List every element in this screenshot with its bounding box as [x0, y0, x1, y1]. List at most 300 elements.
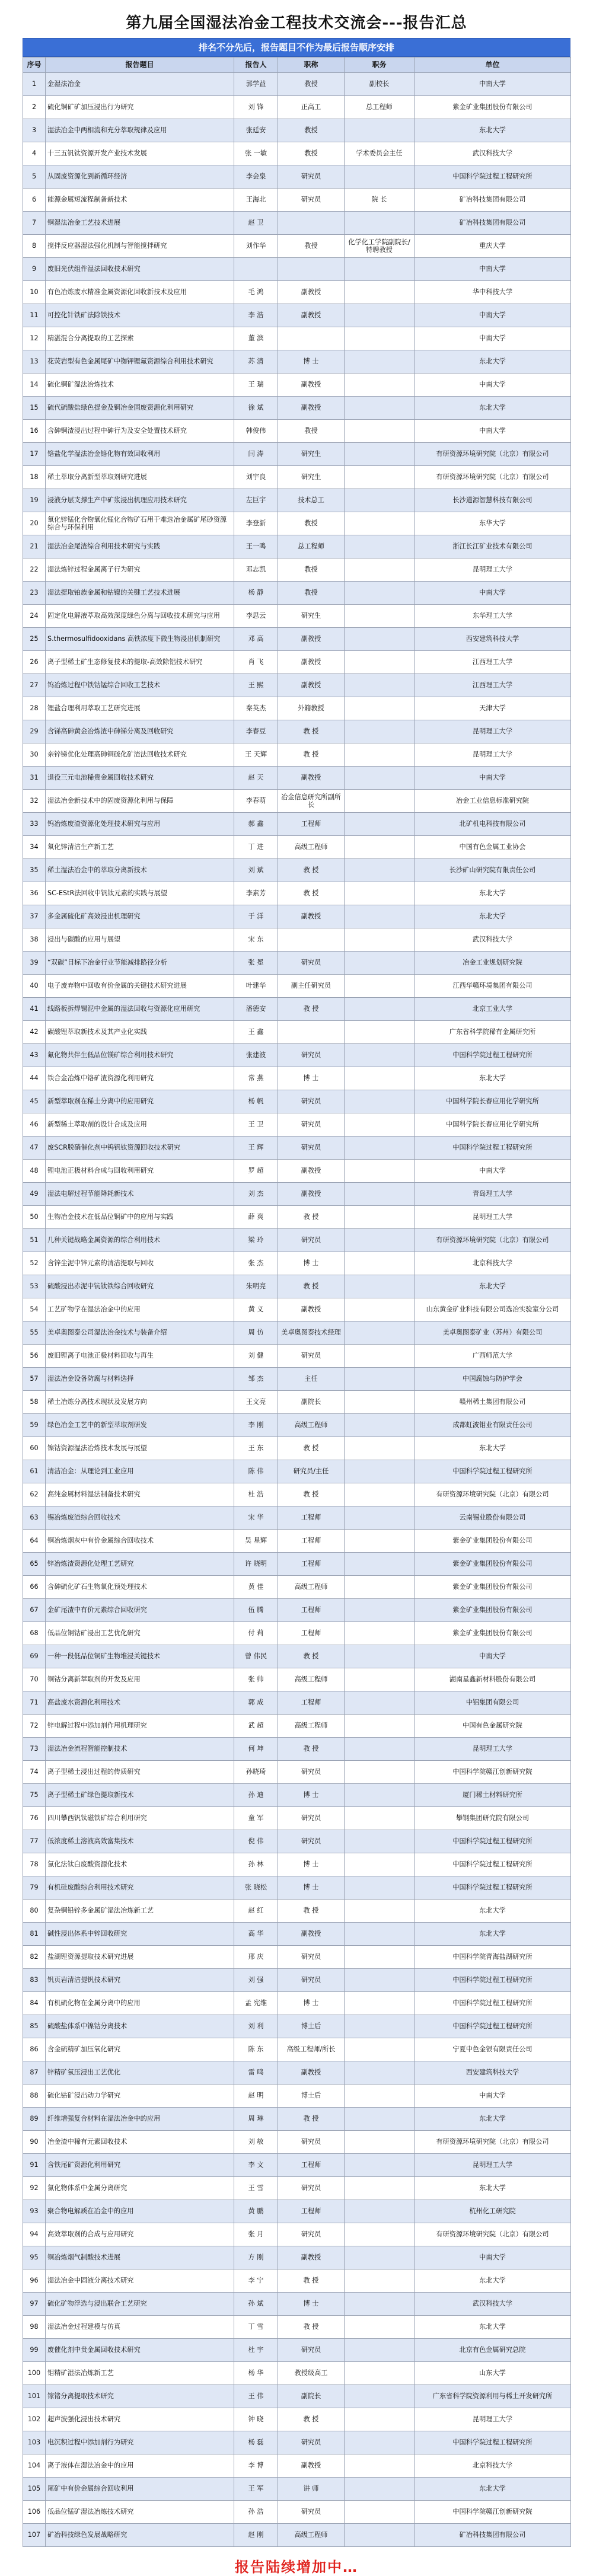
- row-number: 54: [23, 1298, 46, 1321]
- row-number: 75: [23, 1784, 46, 1807]
- report-title: 硫化铜矿湿法冶炼技术: [46, 374, 234, 397]
- organization: 武汉科技大学: [415, 142, 571, 165]
- report-title: S.thermosulfidooxidans 高铁浓度下微生物浸出机制研究: [46, 628, 234, 651]
- row-number: 38: [23, 928, 46, 952]
- table-row: [23, 443, 571, 466]
- row-number: 6: [23, 189, 46, 212]
- table-row: [23, 905, 571, 928]
- row-number: 22: [23, 558, 46, 582]
- speaker-title: 研究员: [278, 1044, 345, 1067]
- report-title: 湿法电解过程节能降耗新技术: [46, 1183, 234, 1206]
- column-header: 职务: [345, 58, 415, 73]
- report-title: 稀土冶炼分离技术现状及发展方向: [46, 1391, 234, 1414]
- row-number: 74: [23, 1761, 46, 1784]
- row-number: 94: [23, 2223, 46, 2246]
- speaker-position: [345, 1275, 415, 1298]
- speaker-position: [345, 535, 415, 558]
- row-number: 40: [23, 975, 46, 998]
- speaker-name: 吴 星辉: [234, 1530, 278, 1553]
- speaker-position: [345, 2015, 415, 2038]
- speaker-position: [345, 1761, 415, 1784]
- report-title: 镓锗分离提取技术研究: [46, 2385, 234, 2408]
- speaker-title: 教授: [278, 73, 345, 96]
- speaker-position: [345, 1368, 415, 1391]
- organization: 矿冶科技集团有限公司: [415, 189, 571, 212]
- table-row: [23, 1992, 571, 2015]
- row-number: 17: [23, 443, 46, 466]
- row-number: 18: [23, 466, 46, 489]
- speaker-name: 苏 清: [234, 350, 278, 374]
- speaker-position: [345, 1530, 415, 1553]
- report-title: 碳酸锂萃取新技术及其产业化实践: [46, 1021, 234, 1044]
- row-number: 92: [23, 2177, 46, 2200]
- speaker-name: 李春豆: [234, 720, 278, 743]
- speaker-position: [345, 1391, 415, 1414]
- row-number: 46: [23, 1113, 46, 1137]
- organization: 东北大学: [415, 350, 571, 374]
- report-title: 浸液分层支撑生产中矿浆浸出机理应用技术研究: [46, 489, 234, 512]
- speaker-name: 秦英杰: [234, 697, 278, 720]
- organization: 矿冶科技集团有限公司: [415, 212, 571, 235]
- speaker-name: 周 琳: [234, 2108, 278, 2131]
- organization: 中国科学院过程工程研究所: [415, 1137, 571, 1160]
- speaker-title: 研究员: [278, 1946, 345, 1969]
- table-row: [23, 1345, 571, 1368]
- speaker-name: 赵 卫: [234, 212, 278, 235]
- speaker-name: 叶建华: [234, 975, 278, 998]
- speaker-name: 王 卫: [234, 1113, 278, 1137]
- organization: 北京有色金属研究总院: [415, 2339, 571, 2362]
- speaker-title: 研究员: [278, 1137, 345, 1160]
- speaker-name: 徐 斌: [234, 397, 278, 420]
- speaker-title: 高级工程师: [278, 1576, 345, 1599]
- speaker-position: [345, 558, 415, 582]
- speaker-name: 何 坤: [234, 1738, 278, 1761]
- speaker-position: [345, 1807, 415, 1830]
- speaker-title: 研究员: [278, 165, 345, 189]
- table-row: [23, 2038, 571, 2061]
- table-row: [23, 304, 571, 327]
- report-title: 硫化矿物浮选与浸出联合工艺研究: [46, 2293, 234, 2316]
- report-title: “双碳”目标下冶金行业节能减排路径分析: [46, 952, 234, 975]
- organization: 东北大学: [415, 2269, 571, 2293]
- speaker-position: [345, 928, 415, 952]
- organization: 长沙道源智慧科技有限公司: [415, 489, 571, 512]
- organization: 有研资源环境研究院（北京）有限公司: [415, 1229, 571, 1252]
- row-number: 61: [23, 1460, 46, 1483]
- table-row: [23, 1321, 571, 1345]
- speaker-title: [278, 327, 345, 350]
- row-number: 89: [23, 2108, 46, 2131]
- speaker-name: 高 华: [234, 1923, 278, 1946]
- report-title: 线路板拆焊锡泥中金属的湿法回收与资源化应用研究: [46, 998, 234, 1021]
- speaker-name: 左巨宇: [234, 489, 278, 512]
- table-row: [23, 512, 571, 535]
- speaker-name: 王文亮: [234, 1391, 278, 1414]
- row-number: 88: [23, 2085, 46, 2108]
- organization: 武汉科技大学: [415, 2293, 571, 2316]
- speaker-position: [345, 1206, 415, 1229]
- speaker-title: 总工程师: [278, 535, 345, 558]
- speaker-title: 研究生: [278, 466, 345, 489]
- speaker-position: [345, 882, 415, 905]
- table-row: [23, 2408, 571, 2431]
- speaker-position: [345, 1506, 415, 1530]
- row-number: 82: [23, 1946, 46, 1969]
- row-number: 102: [23, 2408, 46, 2431]
- table-header-row: [23, 58, 571, 73]
- speaker-name: 李 文: [234, 2154, 278, 2177]
- report-title: 碱性浸出体系中锌回收研究: [46, 1923, 234, 1946]
- speaker-position: [345, 1553, 415, 1576]
- table-row: [23, 2478, 571, 2501]
- report-title: 氯化法钛白废酸资源化技术: [46, 1853, 234, 1876]
- speaker-position: [345, 1414, 415, 1437]
- report-title: 浸出与碳酸的应用与展望: [46, 928, 234, 952]
- organization: 东华大学: [415, 512, 571, 535]
- report-title: 有机硫化物在金属分离中的应用: [46, 1992, 234, 2015]
- row-number: 52: [23, 1252, 46, 1275]
- organization: 中国科学院过程工程研究所: [415, 1876, 571, 1900]
- speaker-name: 武 超: [234, 1715, 278, 1738]
- speaker-position: [345, 1137, 415, 1160]
- speaker-position: [345, 2293, 415, 2316]
- speaker-position: [345, 304, 415, 327]
- speaker-position: [345, 2038, 415, 2061]
- speaker-title: 研究员: [278, 2131, 345, 2154]
- report-title: 稀土湿法冶金中的萃取分离新技术: [46, 859, 234, 882]
- row-number: 33: [23, 813, 46, 836]
- speaker-title: 教授: [278, 512, 345, 535]
- organization: 中南大学: [415, 73, 571, 96]
- organization: 有研资源环境研究院（北京）有限公司: [415, 2131, 571, 2154]
- row-number: 26: [23, 651, 46, 674]
- speaker-position: [345, 1483, 415, 1506]
- speaker-position: [345, 1599, 415, 1622]
- speaker-position: [345, 1345, 415, 1368]
- report-title: 清洁冶金：从理论到工业应用: [46, 1460, 234, 1483]
- speaker-position: [345, 1645, 415, 1668]
- organization: 湖南星鑫新材料股份有限公司: [415, 1668, 571, 1691]
- row-number: 60: [23, 1437, 46, 1460]
- table-row: [23, 674, 571, 697]
- speaker-title: 教授: [278, 558, 345, 582]
- organization: 杭州化工研究院: [415, 2200, 571, 2223]
- row-number: 105: [23, 2478, 46, 2501]
- speaker-position: [345, 651, 415, 674]
- speaker-name: 李会泉: [234, 165, 278, 189]
- report-title: 含铁尾矿资源化利用研究: [46, 2154, 234, 2177]
- speaker-title: 讲 师: [278, 2478, 345, 2501]
- speaker-title: 研究员: [278, 1969, 345, 1992]
- speaker-title: 教 授: [278, 1738, 345, 1761]
- speaker-position: [345, 1946, 415, 1969]
- speaker-position: [345, 1738, 415, 1761]
- speaker-position: [345, 674, 415, 697]
- speaker-name: 孙 浩: [234, 2501, 278, 2524]
- speaker-title: 工程师: [278, 2200, 345, 2223]
- speaker-position: [345, 258, 415, 281]
- organization: 东北大学: [415, 2177, 571, 2200]
- organization: 紫金矿业集团股份有限公司: [415, 1530, 571, 1553]
- table-row: [23, 2015, 571, 2038]
- speaker-title: 副教授: [278, 651, 345, 674]
- report-title: 钒页岩清洁提钒技术研究: [46, 1969, 234, 1992]
- organization: 中国科学院过程工程研究所: [415, 2015, 571, 2038]
- speaker-name: 王 东: [234, 1437, 278, 1460]
- speaker-title: 博 士: [278, 1784, 345, 1807]
- row-number: 36: [23, 882, 46, 905]
- table-row: [23, 2177, 571, 2200]
- report-title: 锌电解过程中添加剂作用机理研究: [46, 1715, 234, 1738]
- speaker-position: [345, 1715, 415, 1738]
- organization: 西安建筑科技大学: [415, 2061, 571, 2085]
- table-row: [23, 142, 571, 165]
- table-row: [23, 466, 571, 489]
- speaker-position: [345, 1252, 415, 1275]
- row-number: 80: [23, 1900, 46, 1923]
- speaker-title: 技术总工: [278, 489, 345, 512]
- column-header: 序号: [23, 58, 46, 73]
- organization: 重庆大学: [415, 235, 571, 258]
- row-number: 65: [23, 1553, 46, 1576]
- row-number: 42: [23, 1021, 46, 1044]
- report-title: 镍钴资源湿法冶炼技术发展与展望: [46, 1437, 234, 1460]
- speaker-position: [345, 1992, 415, 2015]
- speaker-position: [345, 2269, 415, 2293]
- report-title: 超声波强化浸出技术研究: [46, 2408, 234, 2431]
- speaker-name: 董 滨: [234, 327, 278, 350]
- table-row: [23, 1691, 571, 1715]
- speaker-name: 刘 斌: [234, 859, 278, 882]
- report-title: 花荧岩型有色金属尾矿中铷钾锂氟资源综合利用技术研究: [46, 350, 234, 374]
- report-title: 工艺矿物学在湿法冶金中的应用: [46, 1298, 234, 1321]
- report-title: 氟化物共伴生低品位镁矿综合利用技术研究: [46, 1044, 234, 1067]
- speaker-title: 研究员: [278, 1761, 345, 1784]
- organization: 北京工业大学: [415, 998, 571, 1021]
- speaker-position: [345, 767, 415, 790]
- table-row: [23, 1923, 571, 1946]
- table-row: [23, 73, 571, 96]
- column-header: 职称: [278, 58, 345, 73]
- table-row: [23, 813, 571, 836]
- organization: 中南大学: [415, 767, 571, 790]
- speaker-position: [345, 466, 415, 489]
- speaker-name: 王 雪: [234, 2177, 278, 2200]
- speaker-title: 高级工程师: [278, 2524, 345, 2547]
- speaker-name: 王 熙: [234, 674, 278, 697]
- speaker-title: 教 授: [278, 882, 345, 905]
- speaker-position: [345, 397, 415, 420]
- speaker-name: 赵 天: [234, 767, 278, 790]
- organization: 东华理工大学: [415, 605, 571, 628]
- organization: 东北大学: [415, 2316, 571, 2339]
- speaker-position: [345, 1021, 415, 1044]
- row-number: 90: [23, 2131, 46, 2154]
- organization: 昆明理工大学: [415, 1738, 571, 1761]
- report-title: 硫化钴矿浸出动力学研究: [46, 2085, 234, 2108]
- report-title: 含砷硫化矿石生物氧化预处理技术: [46, 1576, 234, 1599]
- organization: 中南大学: [415, 420, 571, 443]
- row-number: 47: [23, 1137, 46, 1160]
- row-number: 70: [23, 1668, 46, 1691]
- table-row: [23, 1599, 571, 1622]
- speaker-name: 杨 帆: [234, 1090, 278, 1113]
- speaker-name: 黄 鹏: [234, 2200, 278, 2223]
- table-row: [23, 651, 571, 674]
- speaker-title: [278, 258, 345, 281]
- organization: 山东大学: [415, 2362, 571, 2385]
- speaker-name: 李 宁: [234, 2269, 278, 2293]
- row-number: 78: [23, 1853, 46, 1876]
- speaker-title: 研究员: [278, 189, 345, 212]
- speaker-name: 张 冕: [234, 952, 278, 975]
- table-row: [23, 1761, 571, 1784]
- organization: 北京科技大学: [415, 1252, 571, 1275]
- report-title: 离子型稀土矿绿色提取新技术: [46, 1784, 234, 1807]
- table-row: [23, 1090, 571, 1113]
- report-title: 亲锌锑优化处理高砷铜硫化矿渣法回收技术研究: [46, 743, 234, 767]
- table-row: [23, 489, 571, 512]
- row-number: 1: [23, 73, 46, 96]
- organization: 中国腐蚀与防护学会: [415, 1368, 571, 1391]
- speaker-title: 教 授: [278, 743, 345, 767]
- organization: 中国科学院过程工程研究所: [415, 2431, 571, 2454]
- speaker-name: 郭 成: [234, 1691, 278, 1715]
- speaker-title: 研究员: [278, 1830, 345, 1853]
- table-row: [23, 1576, 571, 1599]
- table-row: [23, 2269, 571, 2293]
- row-number: 44: [23, 1067, 46, 1090]
- speaker-position: [345, 975, 415, 998]
- speaker-title: 教 授: [278, 720, 345, 743]
- row-number: 56: [23, 1345, 46, 1368]
- organization: 紫金矿业集团股份有限公司: [415, 1576, 571, 1599]
- row-number: 107: [23, 2524, 46, 2547]
- table-row: [23, 420, 571, 443]
- row-number: 104: [23, 2454, 46, 2478]
- speaker-name: [234, 258, 278, 281]
- speaker-title: 研究员: [278, 1345, 345, 1368]
- report-title: 冶金渣中稀有元素回收技术: [46, 2131, 234, 2154]
- speaker-title: 工程师: [278, 1691, 345, 1715]
- speaker-position: [345, 350, 415, 374]
- organization: 有研资源环境研究院（北京）有限公司: [415, 1483, 571, 1506]
- report-title: 盐湖锂资源提取技术研究进展: [46, 1946, 234, 1969]
- table-row: [23, 1229, 571, 1252]
- speaker-position: [345, 905, 415, 928]
- row-number: 4: [23, 142, 46, 165]
- organization: 北京科技大学: [415, 2454, 571, 2478]
- speaker-position: [345, 1321, 415, 1345]
- table-row: [23, 1900, 571, 1923]
- speaker-position: [345, 374, 415, 397]
- speaker-name: 曾 伟民: [234, 1645, 278, 1668]
- report-title: 钨冶炼废渣资源化处理技术研究与应用: [46, 813, 234, 836]
- speaker-title: 正高工: [278, 96, 345, 119]
- report-title: 废催化剂中贵金属回收技术研究: [46, 2339, 234, 2362]
- speaker-title: 研究员: [278, 1229, 345, 1252]
- table-row: [23, 1946, 571, 1969]
- report-title: 含锌尘泥中锌元素的清洁提取与回收: [46, 1252, 234, 1275]
- speaker-position: [345, 1900, 415, 1923]
- speaker-position: [345, 420, 415, 443]
- speaker-title: 研究员: [278, 1090, 345, 1113]
- table-row: [23, 720, 571, 743]
- speaker-position: [345, 2362, 415, 2385]
- row-number: 21: [23, 535, 46, 558]
- speaker-position: [345, 1668, 415, 1691]
- speaker-position: [345, 605, 415, 628]
- speaker-name: 孙 林: [234, 1853, 278, 1876]
- speaker-name: 方 刚: [234, 2246, 278, 2269]
- row-number: 20: [23, 512, 46, 535]
- speaker-title: 博 士: [278, 1853, 345, 1876]
- row-number: 99: [23, 2339, 46, 2362]
- row-number: 24: [23, 605, 46, 628]
- row-number: 76: [23, 1807, 46, 1830]
- table-row: [23, 189, 571, 212]
- speaker-name: 李登新: [234, 512, 278, 535]
- organization: 冶金工业信息标准研究院: [415, 790, 571, 813]
- speaker-name: 邹 杰: [234, 1368, 278, 1391]
- organization: 昆明理工大学: [415, 1206, 571, 1229]
- speaker-position: [345, 2108, 415, 2131]
- table-row: [23, 790, 571, 813]
- report-title: 可控化针铁矿法除铁技术: [46, 304, 234, 327]
- table-row: [23, 1206, 571, 1229]
- table-row: [23, 1044, 571, 1067]
- speaker-name: 刘 强: [234, 1969, 278, 1992]
- report-title: 一种一段低品位铜矿生物堆浸关键技术: [46, 1645, 234, 1668]
- organization: 冶金工业规划研究院: [415, 952, 571, 975]
- speaker-title: 副教授: [278, 767, 345, 790]
- report-title: 有色冶炼废水精准金属资源化回收新技术及应用: [46, 281, 234, 304]
- table-row: [23, 605, 571, 628]
- organization: 中国科学院过程工程研究所: [415, 1044, 571, 1067]
- speaker-title: 工程师: [278, 1530, 345, 1553]
- organization: 广西师范大学: [415, 1345, 571, 1368]
- organization: 中南大学: [415, 2085, 571, 2108]
- speaker-title: 博 士: [278, 350, 345, 374]
- speaker-position: [345, 2501, 415, 2524]
- speaker-title: 副教授: [278, 397, 345, 420]
- speaker-title: 主任: [278, 1368, 345, 1391]
- speaker-title: 副教授: [278, 1160, 345, 1183]
- speaker-name: 张 帅: [234, 1668, 278, 1691]
- report-title: 铁合金冶炼中铬矿渣资源化利用研究: [46, 1067, 234, 1090]
- report-title: SC-EStR法回收中钒钛元素的实践与展望: [46, 882, 234, 905]
- organization: 中国科学院过程工程研究所: [415, 1830, 571, 1853]
- speaker-name: 肖 飞: [234, 651, 278, 674]
- speaker-title: 研究生: [278, 443, 345, 466]
- speaker-title: 副教授: [278, 2246, 345, 2269]
- speaker-title: 教授: [278, 119, 345, 142]
- organization: 华中科技大学: [415, 281, 571, 304]
- report-title: 废旧锂离子电池正极材料回收与再生: [46, 1345, 234, 1368]
- row-number: 43: [23, 1044, 46, 1067]
- speaker-name: 毛 鸿: [234, 281, 278, 304]
- speaker-position: [345, 2524, 415, 2547]
- speaker-title: 教授: [278, 420, 345, 443]
- speaker-title: 高级工程师: [278, 1414, 345, 1437]
- row-number: 25: [23, 628, 46, 651]
- speaker-title: 冶金信息研究所副所长: [278, 790, 345, 813]
- table-row: [23, 1252, 571, 1275]
- organization: 中南大学: [415, 2246, 571, 2269]
- row-number: 45: [23, 1090, 46, 1113]
- speaker-title: 副教授: [278, 2454, 345, 2478]
